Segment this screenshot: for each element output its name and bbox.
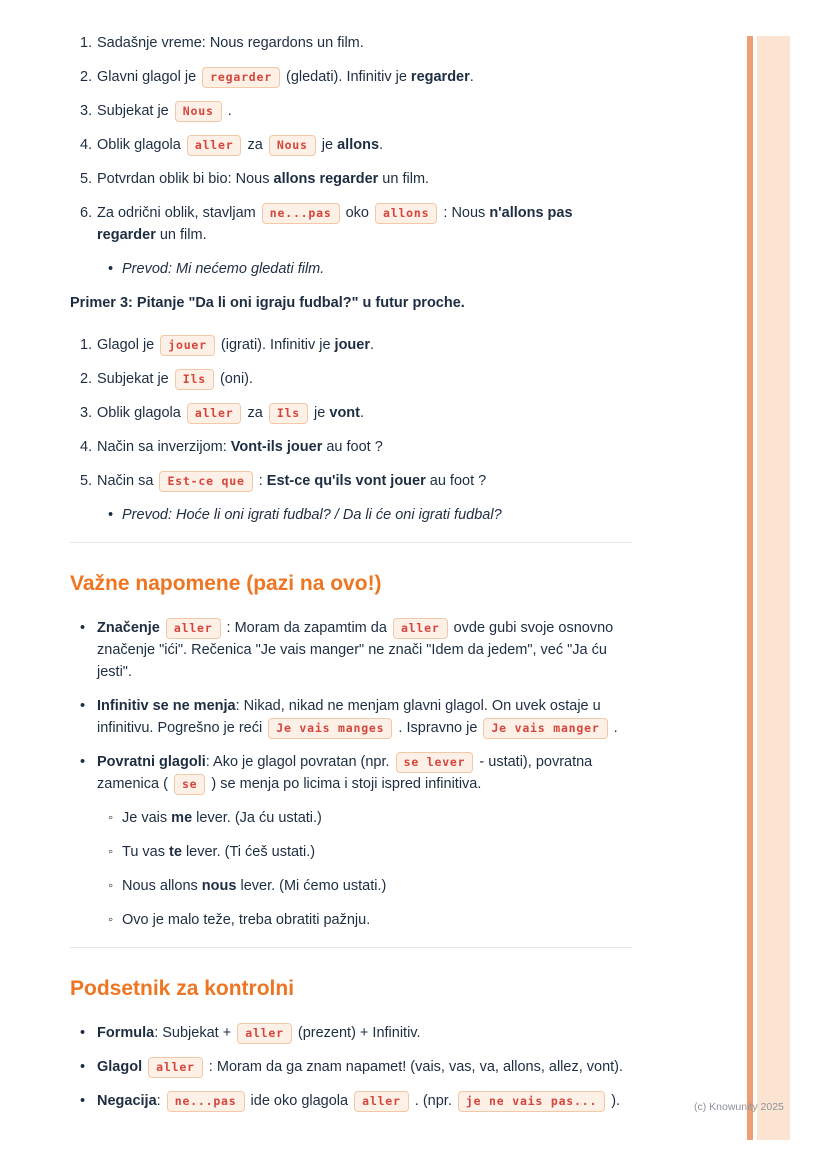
vazne-napomene [70,617,632,931]
page-edge-accent-line [747,36,753,1140]
list-item-text [97,402,632,424]
list-number: 1. [80,35,93,51]
sub-list-item [108,841,632,863]
text-segment: . [609,720,618,736]
list-item-text [97,1056,632,1078]
code-badge: aller [187,403,242,424]
code-badge: ne...pas [262,203,340,224]
text-segment: lever. (Ja ću ustati.) [192,810,322,826]
text-segment: Ovo je malo teže, treba obratiti pažnju. [122,912,371,928]
text-segment: un film. [155,227,207,243]
text-segment: : Moram da ga znam napamet! (vais, vas, va, allons, allez, vont). [204,1059,624,1075]
text-segment: lever. (Mi ćemo ustati.) [236,878,387,894]
primer-3-steps [70,334,632,526]
text-segment: ). [607,1093,621,1109]
text-segment: (gledati). Infinitiv je [281,69,411,85]
text-segment: Je vais [122,810,172,826]
text-segment: oko [341,205,374,221]
text-segment: - ustati), povratna zamenica ( [97,754,593,792]
code-badge: aller [354,1091,409,1112]
primer-2-steps [70,32,632,280]
list-item-text [97,334,632,356]
list-item-text [122,258,632,280]
bullet-marker: ◦ [108,844,114,860]
section-divider [70,947,632,948]
section-heading: Važne napomene (pazi na ovo!) [70,572,382,595]
code-badge: aller [148,1057,203,1078]
text-segment: je [310,405,330,421]
code-badge: se [174,774,205,795]
bullet-marker: • [80,698,86,714]
list-number: 2. [80,371,93,387]
list-item-text [122,841,632,863]
code-badge: Ils [269,403,308,424]
text-segment: je [317,137,338,153]
list-item [80,402,632,424]
list-item-text [97,470,632,492]
text-segment: : [156,1093,165,1109]
text-segment: Način sa inverzijom: [97,439,231,455]
code-badge: jouer [160,335,215,356]
text-segment: Oblik glagola [97,405,185,421]
example-heading: Primer 3: Pitanje "Da li oni igraju fudbal?" u futur proche. [70,295,465,311]
text-segment: . [223,103,232,119]
text-segment: . [370,337,375,353]
bold-segment: te [169,844,182,860]
list-item [80,1056,632,1078]
list-item [80,32,632,54]
text-segment: . (npr. [410,1093,456,1109]
text-segment: : Nikad, nikad ne menjam glavni glagol. On uvek ostaje u infinitivu. Pogrešno je reći [97,698,601,736]
bullet-marker: • [80,620,86,636]
list-item [80,334,632,356]
list-item-text [97,1090,632,1112]
text-segment [142,1059,146,1075]
sub-list-item [108,807,632,829]
list-number: 4. [80,439,93,455]
code-badge: aller [237,1023,292,1044]
text-segment: ide oko glagola [246,1093,353,1109]
bullet-marker: ◦ [108,878,114,894]
bold-segment: me [171,810,193,826]
text-segment: : Ako je glagol povratan (npr. [205,754,394,770]
podsetnik [70,1022,632,1112]
text-segment: lever. (Ti ćeš ustati.) [181,844,316,860]
code-badge: Nous [175,101,222,122]
list-item-text [122,807,632,829]
text-segment: za [243,137,267,153]
code-badge: Ils [175,369,214,390]
bullet-marker: ◦ [108,810,114,826]
bullet-marker: • [80,1059,86,1075]
list-item-text [97,368,632,390]
code-badge: Nous [269,135,316,156]
list-item [80,66,632,88]
bold-segment: Vont-ils jouer [230,439,323,455]
code-badge: regarder [202,67,280,88]
bold-segment: Infinitiv se ne menja [97,698,236,714]
list-number: 1. [80,337,93,353]
italic-segment: Prevod: Hoće li oni igrati fudbal? / Da li će oni igrati fudbal? [122,507,502,523]
code-badge: aller [166,618,221,639]
list-item-text [97,66,632,88]
text-segment: ) se menja po licima i stoji ispred infinitiva. [207,776,482,792]
text-segment: Za odrični oblik, stavljam [97,205,260,221]
list-item [80,100,632,122]
text-segment: za [243,405,267,421]
list-item [80,436,632,458]
text-segment: (igrati). Infinitiv je [216,337,335,353]
sub-list-item [108,258,632,280]
list-item-text [122,875,632,897]
list-item [80,368,632,390]
list-item [80,1022,632,1044]
text-segment: (oni). [215,371,254,387]
list-item-text [97,436,632,458]
code-badge: allons [375,203,437,224]
code-badge: ne...pas [167,1091,245,1112]
bold-segment: Formula [97,1025,155,1041]
list-item-text [97,100,632,122]
text-segment: Oblik glagola [97,137,185,153]
bullet-marker: • [108,507,114,523]
text-segment: : [254,473,267,489]
list-item [80,617,632,683]
text-segment: Potvrdan oblik bi bio: Nous [97,171,274,187]
list-item [80,695,632,739]
list-item-text [97,751,632,795]
copyright-notice: (c) Knowunity 2025 [694,1101,784,1113]
text-segment: Tu vas [122,844,170,860]
text-segment: au foot ? [322,439,383,455]
list-number: 4. [80,137,93,153]
list-item [80,1090,632,1112]
list-item-text [97,32,632,54]
list-item [80,134,632,156]
code-badge: je ne vais pas... [458,1091,605,1112]
section-heading: Podsetnik za kontrolni [70,977,295,1000]
list-item [80,168,632,190]
bold-segment: nous [201,878,237,894]
code-badge: Je vais manges [268,718,392,739]
list-item-text [97,134,632,156]
list-item-text [97,617,632,683]
section-divider [70,542,632,543]
text-segment: . [469,69,474,85]
code-badge: aller [187,135,242,156]
text-segment: . Ispravno je [394,720,482,736]
bullet-marker: • [80,1093,86,1109]
bullet-marker: • [108,261,114,277]
list-item-text [97,695,632,739]
bold-segment: jouer [334,337,370,353]
list-number: 5. [80,171,93,187]
code-badge: Est-ce que [159,471,252,492]
text-segment: Način sa [97,473,158,489]
code-badge: se lever [396,752,474,773]
list-number: 3. [80,405,93,421]
list-item [80,470,632,492]
text-segment: Subjekat je [97,371,173,387]
text-segment: Glavni glagol je [97,69,201,85]
text-segment: : Nous [439,205,490,221]
bullet-marker: • [80,1025,86,1041]
text-segment: ovde gubi svoje osnovno značenje "ići". Rečenica "Je vais manger" ne znači "Idem da jedem", već "Ja ću jesti". [97,620,614,680]
list-item-text [122,909,632,931]
sub-list-item [108,504,632,526]
list-item-text [97,1022,632,1044]
bold-segment: Negacija [97,1093,157,1109]
list-item [80,202,632,246]
page-edge-band [757,36,790,1140]
text-segment: (prezent) + Infinitiv. [293,1025,421,1041]
list-number: 2. [80,69,93,85]
text-segment: au foot ? [425,473,487,489]
text-segment [160,620,164,636]
text-segment: Subjekat je [97,103,173,119]
bold-segment: Est-ce qu'ils vont jouer [266,473,426,489]
text-segment: un film. [378,171,430,187]
bold-segment: n'allons pas regarder [97,205,573,243]
bold-segment: regarder [410,69,470,85]
text-segment: Nous allons [122,878,202,894]
bold-segment: Povratni glagoli [97,754,206,770]
bold-segment: vont [329,405,360,421]
code-badge: Je vais manger [483,718,607,739]
list-number: 3. [80,103,93,119]
list-number: 6. [80,205,93,221]
bold-segment: allons regarder [273,171,379,187]
bullet-marker: ◦ [108,912,114,928]
text-segment: . [379,137,384,153]
list-item-text [122,504,632,526]
list-number: 5. [80,473,93,489]
bold-segment: allons [337,137,380,153]
list-item [80,751,632,795]
bold-segment: Značenje [97,620,160,636]
text-segment: : Subjekat + [154,1025,236,1041]
list-item-text [97,202,632,246]
document-content [70,32,632,1124]
sub-list-item [108,909,632,931]
text-segment: Glagol je [97,337,159,353]
code-badge: aller [393,618,448,639]
bullet-marker: • [80,754,86,770]
text-segment: : Moram da zapamtim da [222,620,391,636]
text-segment: Sadašnje vreme: Nous regardons un film. [97,35,364,51]
list-item-text [97,168,632,190]
bold-segment: Glagol [97,1059,143,1075]
sub-list-item [108,875,632,897]
italic-segment: Prevod: Mi nećemo gledati film. [122,261,325,277]
text-segment: . [359,405,365,421]
